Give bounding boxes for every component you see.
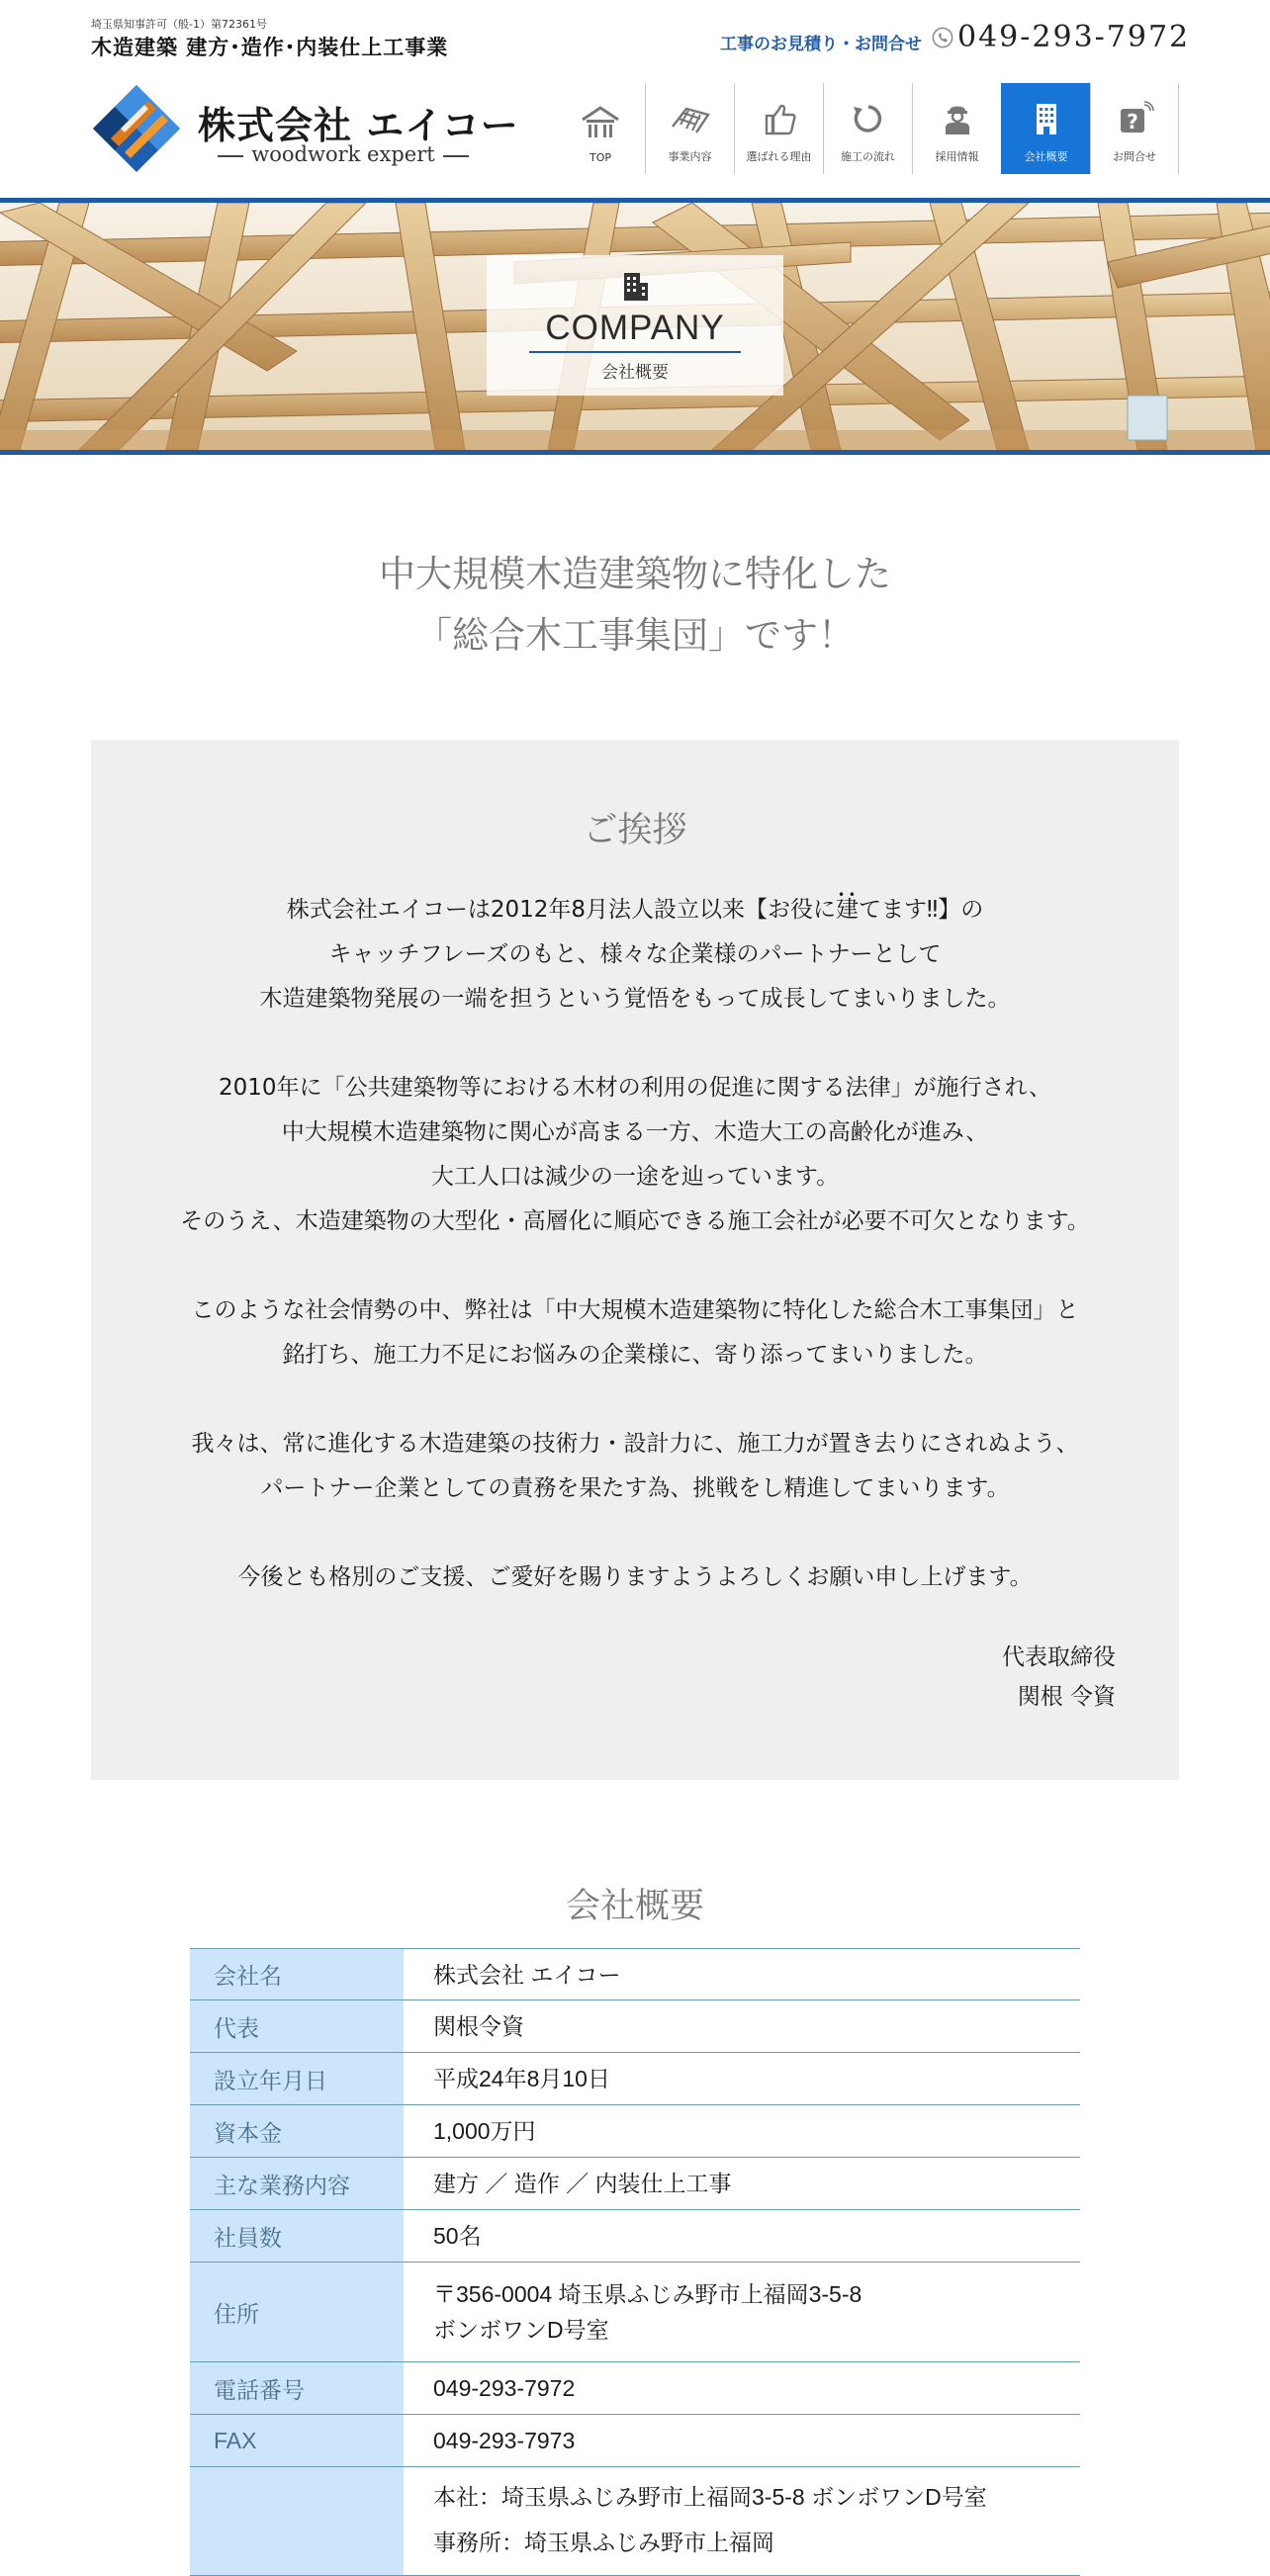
row-label: 住所 bbox=[190, 2263, 404, 2362]
greeting-line: 中大規模木造建築物に関心が高まる一方、木造大工の高齢化が進み、 bbox=[281, 1119, 989, 1145]
greeting-section bbox=[91, 740, 1179, 1780]
row-value: 関根令資 bbox=[404, 2000, 1080, 2053]
greeting-line: 木造建築物発展の一端を担うという覚悟をもって成長してまいりました。 bbox=[259, 986, 1011, 1012]
nav-item-label: 選ばれる理由 bbox=[746, 150, 812, 163]
emphasis-dots bbox=[836, 897, 881, 923]
table-row bbox=[190, 2415, 1080, 2467]
row-value: 平成24年8月10日 bbox=[404, 2053, 1080, 2105]
nav-item-label: お問合せ bbox=[1113, 150, 1156, 163]
row-value: 50名 bbox=[404, 2210, 1080, 2263]
circular-arrow-icon bbox=[849, 101, 888, 136]
row-label: 電話番号 bbox=[190, 2362, 404, 2415]
company-logo[interactable] bbox=[91, 83, 519, 174]
svg-text:?: ? bbox=[1127, 110, 1138, 133]
house-icon bbox=[581, 104, 620, 139]
nav-item-contact[interactable] bbox=[1090, 83, 1179, 174]
text-fragment: て bbox=[859, 897, 882, 923]
row-value: 049-293-7973 bbox=[404, 2415, 1080, 2467]
greeting-line: 大工人口は減少の一途を辿っています。 bbox=[430, 1164, 840, 1190]
logo-subtitle: woodwork expert bbox=[200, 142, 487, 166]
greeting-paragraph bbox=[91, 888, 1179, 1022]
building-icon bbox=[618, 271, 652, 303]
row-label: 社員数 bbox=[190, 2210, 404, 2263]
row-value: 株式会社 エイコー bbox=[404, 1949, 1080, 2000]
text-fragment: 株式会社エイコーは2012年8月法人設立以来【お役に bbox=[286, 897, 837, 923]
row-value bbox=[404, 2467, 1080, 2576]
building-icon bbox=[1027, 101, 1066, 136]
greeting-line: キャッチフレーズのもと、様々な企業様のパートナーとして bbox=[328, 941, 942, 967]
table-row bbox=[190, 2362, 1080, 2415]
greeting-line: 我々は、常に進化する木造建築の技術力・設計力に、施工力が置き去りにされぬよう、 bbox=[191, 1431, 1079, 1457]
company-info-table bbox=[190, 1948, 1080, 2576]
office-line: 事務所：埼玉県ふじみ野市上福岡 bbox=[433, 2530, 774, 2555]
address-line: 〒356-0004 埼玉県ふじみ野市上福岡3-5-8 bbox=[433, 2281, 862, 2307]
row-label: 資本金 bbox=[190, 2105, 404, 2158]
title-underline bbox=[529, 351, 741, 353]
phone-icon bbox=[932, 27, 953, 48]
logo-mark-icon bbox=[91, 83, 182, 174]
greeting-title: ご挨拶 bbox=[583, 811, 687, 850]
office-line: 本社：埼玉県ふじみ野市上福岡3-5-8 ボンボワンD号室 bbox=[433, 2484, 987, 2510]
lead-heading bbox=[0, 544, 1270, 666]
table-row bbox=[190, 1949, 1080, 2000]
row-value bbox=[404, 2263, 1080, 2362]
contact-link[interactable]: 工事のお見積り・お問合せ bbox=[720, 35, 922, 54]
nav-item-label: 施工の流れ bbox=[841, 150, 895, 163]
row-value: 1,000万円 bbox=[404, 2105, 1080, 2158]
table-row bbox=[190, 2210, 1080, 2263]
company-overview-title: 会社概要 bbox=[565, 1887, 704, 1926]
thumbs-up-icon bbox=[760, 101, 799, 136]
nav-item-company[interactable] bbox=[1001, 83, 1090, 174]
lead-line-1: 中大規模木造建築物に特化した bbox=[379, 553, 891, 595]
greeting-message bbox=[91, 888, 1179, 1600]
row-label: 会社名 bbox=[190, 1949, 404, 2000]
row-label bbox=[190, 2467, 404, 2576]
greeting-line: パートナー企業としての責務を果たす為、挑戦をし精進してまいります。 bbox=[260, 1475, 1010, 1501]
nav-item-top[interactable] bbox=[556, 83, 645, 174]
greeting-line: そのうえ、木造建築物の大型化・高層化に順応できる施工会社が必要不可欠となります。 bbox=[180, 1208, 1090, 1234]
table-row bbox=[190, 2263, 1080, 2362]
table-row bbox=[190, 2158, 1080, 2210]
phone-number-link[interactable]: 049-293-7972 bbox=[957, 20, 1191, 54]
worker-icon bbox=[938, 101, 977, 136]
greeting-line: 2010年に「公共建築物等における木材の利用の促進に関する法律」が施行され、 bbox=[219, 1075, 1051, 1101]
signature bbox=[1002, 1638, 1116, 1717]
table-row bbox=[190, 2105, 1080, 2158]
nav-item-label: 事業内容 bbox=[668, 150, 712, 163]
license-number: 埼玉県知事許可（般-1）第72361号 bbox=[91, 18, 267, 31]
logo-company-name: 株式会社 エイコー bbox=[198, 104, 519, 147]
nav-item-label: TOP bbox=[589, 151, 611, 164]
row-label: 設立年月日 bbox=[190, 2053, 404, 2105]
greeting-paragraph bbox=[91, 1422, 1179, 1511]
nav-item-business[interactable] bbox=[645, 83, 734, 174]
lead-line-2: 「総合木工事集団」です！ bbox=[415, 614, 855, 657]
text-fragment: ます‼】の bbox=[881, 897, 984, 923]
greeting-paragraph bbox=[91, 1288, 1179, 1377]
row-value: 049-293-7972 bbox=[404, 2362, 1080, 2415]
roof-frame-icon bbox=[671, 101, 710, 136]
greeting-paragraph bbox=[91, 1066, 1179, 1244]
address-line: ボンボワンD号室 bbox=[433, 2317, 609, 2343]
text-fragment: 建 bbox=[836, 897, 860, 923]
greeting-paragraph bbox=[91, 1555, 1179, 1600]
nav-item-label: 採用情報 bbox=[935, 150, 979, 163]
greeting-line: このような社会情勢の中、弊社は「中大規模木造建築物に特化した総合木工事集団」と bbox=[191, 1297, 1079, 1323]
page-title: COMPANY bbox=[545, 309, 725, 347]
signature-name: 関根 令資 bbox=[1017, 1684, 1116, 1710]
question-icon bbox=[1115, 101, 1154, 136]
row-label: 代表 bbox=[190, 2000, 404, 2053]
nav-item-label: 会社概要 bbox=[1024, 150, 1068, 163]
greeting-line bbox=[287, 897, 983, 923]
business-tagline: 木造建築 建方･造作･内装仕上工事業 bbox=[91, 36, 449, 59]
table-row bbox=[190, 2467, 1080, 2576]
nav-item-reasons[interactable] bbox=[734, 83, 823, 174]
table-row bbox=[190, 2053, 1080, 2105]
nav-item-recruit[interactable] bbox=[912, 83, 1001, 174]
page-subtitle: 会社概要 bbox=[601, 363, 669, 383]
main-navigation bbox=[556, 83, 1179, 174]
signature-title: 代表取締役 bbox=[1002, 1644, 1116, 1670]
row-value: 建方 ／ 造作 ／ 内装仕上工事 bbox=[404, 2158, 1080, 2210]
nav-item-process[interactable] bbox=[823, 83, 912, 174]
page-title-box bbox=[487, 255, 783, 396]
row-label: 主な業務内容 bbox=[190, 2158, 404, 2210]
greeting-line: 銘打ち、施工力不足にお悩みの企業様に、寄り添ってまいりました。 bbox=[282, 1342, 988, 1368]
row-label: FAX bbox=[190, 2415, 404, 2467]
hero-bottom-border bbox=[0, 450, 1270, 455]
table-row bbox=[190, 2000, 1080, 2053]
greeting-line: 今後とも格別のご支援、ご愛好を賜りますようよろしくお願い申し上げます。 bbox=[237, 1564, 1033, 1590]
